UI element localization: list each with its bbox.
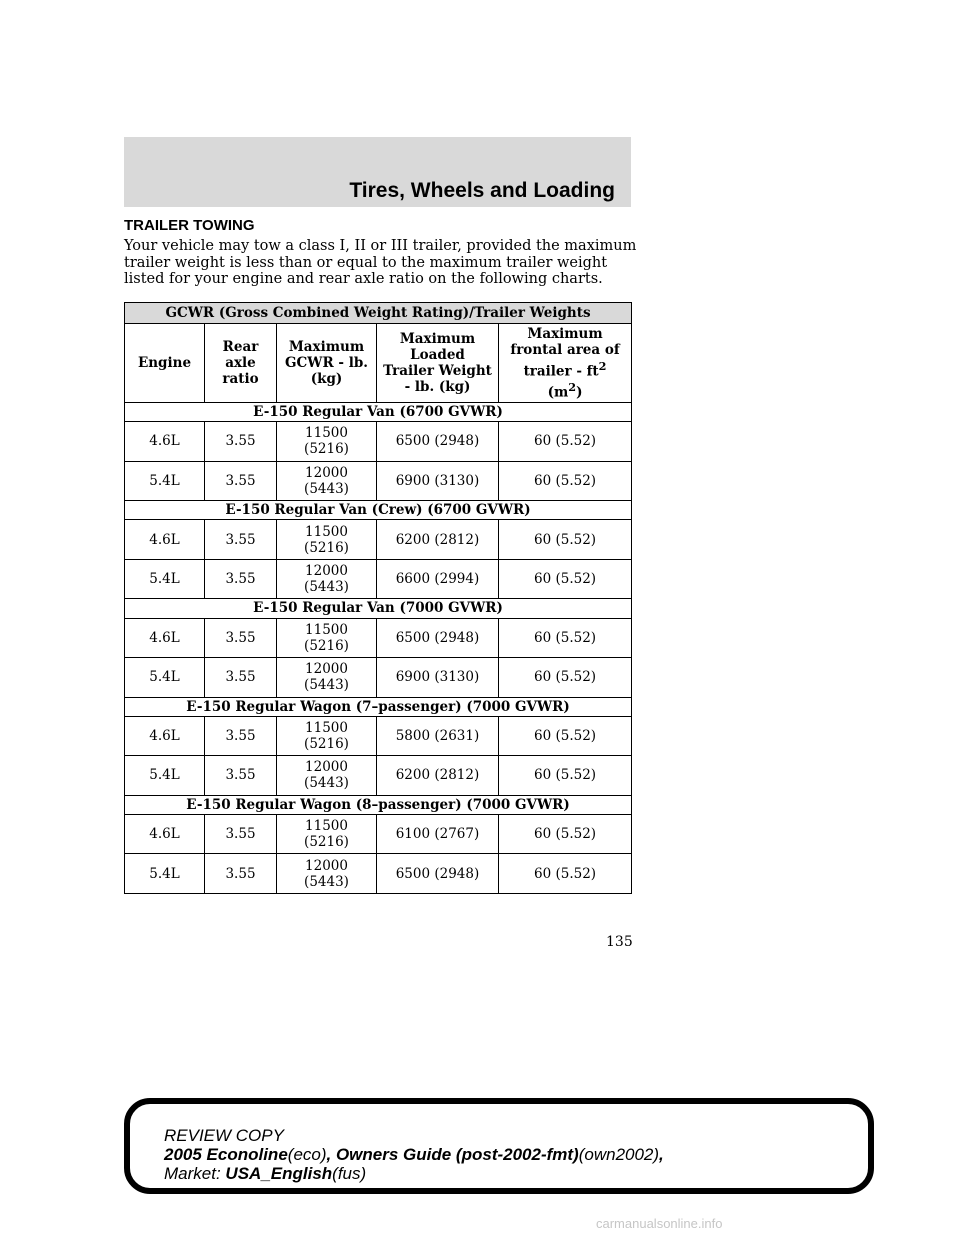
header-band [124, 137, 631, 207]
cell-engine: 4.6L [125, 520, 205, 559]
table-row [125, 756, 632, 795]
chapter-title: Tires, Wheels and Loading [349, 179, 615, 202]
frontal-area-metric-close: ) [576, 384, 583, 401]
cell-axle: 3.55 [205, 618, 277, 657]
superscript: 2 [568, 380, 577, 394]
cell-gcwr: 11500 (5216) [277, 422, 377, 461]
table-title-row [125, 303, 632, 324]
cell-trailer: 6500 (2948) [377, 422, 499, 461]
cell-axle: 3.55 [205, 520, 277, 559]
table-title: GCWR (Gross Combined Weight Rating)/Trailer Weights [125, 303, 632, 324]
cell-gcwr: 12000 (5443) [277, 756, 377, 795]
cell-frontal: 60 (5.52) [499, 618, 632, 657]
cell-frontal: 60 (5.52) [499, 520, 632, 559]
cell-frontal: 60 (5.52) [499, 756, 632, 795]
cell-axle: 3.55 [205, 559, 277, 598]
cell-engine: 5.4L [125, 658, 205, 697]
col-header-trailer-weight: Maximum Loaded Trailer Weight - lb. (kg) [377, 324, 499, 403]
cell-frontal: 60 (5.52) [499, 422, 632, 461]
cell-gcwr: 11500 (5216) [277, 814, 377, 853]
cell-axle: 3.55 [205, 814, 277, 853]
watermark: carmanualsonline.info [596, 1216, 723, 1231]
cell-engine: 5.4L [125, 559, 205, 598]
col-header-engine: Engine [125, 324, 205, 403]
review-model-code: (eco) [287, 1145, 327, 1164]
cell-engine: 4.6L [125, 814, 205, 853]
cell-trailer: 5800 (2631) [377, 716, 499, 755]
table-row [125, 422, 632, 461]
table-group-row [125, 795, 632, 814]
table-row [125, 520, 632, 559]
review-model: 2005 Econoline [164, 1145, 288, 1164]
cell-frontal: 60 (5.52) [499, 461, 632, 500]
col-header-frontal-area [499, 324, 632, 403]
review-guide-code: (own2002) [578, 1145, 660, 1164]
group-title: E-150 Regular Van (6700 GVWR) [125, 403, 632, 422]
page-number: 135 [606, 934, 633, 950]
table-group-row [125, 403, 632, 422]
cell-engine: 5.4L [125, 461, 205, 500]
cell-gcwr: 11500 (5216) [277, 618, 377, 657]
cell-trailer: 6900 (3130) [377, 461, 499, 500]
cell-axle: 3.55 [205, 461, 277, 500]
frontal-area-metric-open: (m [547, 384, 569, 401]
cell-engine: 5.4L [125, 854, 205, 894]
section-heading: TRAILER TOWING [124, 217, 255, 234]
group-title: E-150 Regular Wagon (8–passenger) (7000 GVWR) [125, 795, 632, 814]
review-comma: , [659, 1145, 664, 1164]
review-market: USA_English [225, 1164, 333, 1183]
group-title: E-150 Regular Wagon (7–passenger) (7000 GVWR) [125, 697, 632, 716]
review-line-2 [164, 1145, 664, 1164]
table-row [125, 854, 632, 894]
trailer-weights-table [124, 302, 632, 894]
cell-axle: 3.55 [205, 716, 277, 755]
cell-trailer: 6900 (3130) [377, 658, 499, 697]
table-body [125, 403, 632, 894]
cell-gcwr: 12000 (5443) [277, 559, 377, 598]
cell-trailer: 6200 (2812) [377, 756, 499, 795]
cell-trailer: 6500 (2948) [377, 618, 499, 657]
cell-axle: 3.55 [205, 422, 277, 461]
cell-trailer: 6100 (2767) [377, 814, 499, 853]
table-row [125, 461, 632, 500]
cell-gcwr: 11500 (5216) [277, 520, 377, 559]
table-row [125, 559, 632, 598]
frontal-area-label: Maximum frontal area of trailer - ft [510, 325, 620, 379]
review-guide: , Owners Guide (post-2002-fmt) [326, 1145, 579, 1164]
table-group-row [125, 697, 632, 716]
cell-frontal: 60 (5.52) [499, 854, 632, 894]
cell-engine: 5.4L [125, 756, 205, 795]
cell-trailer: 6200 (2812) [377, 520, 499, 559]
table-row [125, 658, 632, 697]
cell-engine: 4.6L [125, 716, 205, 755]
cell-frontal: 60 (5.52) [499, 559, 632, 598]
review-market-code: (fus) [332, 1164, 367, 1183]
review-market-label: Market: [164, 1164, 221, 1183]
superscript: 2 [598, 358, 607, 373]
cell-engine: 4.6L [125, 422, 205, 461]
table-group-row [125, 501, 632, 520]
table-header-row [125, 324, 632, 403]
table-row [125, 814, 632, 853]
cell-frontal: 60 (5.52) [499, 716, 632, 755]
col-header-gcwr: Maximum GCWR - lb. (kg) [277, 324, 377, 403]
review-copy-text [164, 1126, 664, 1183]
cell-axle: 3.55 [205, 756, 277, 795]
review-line-3 [164, 1164, 664, 1183]
cell-gcwr: 12000 (5443) [277, 658, 377, 697]
cell-axle: 3.55 [205, 854, 277, 894]
intro-paragraph: Your vehicle may tow a class I, II or III trailer, provided the maximum trailer weight is less than or equal to the maximum trailer weight listed for your engine and rear axle ratio on the following charts. [124, 238, 637, 287]
cell-axle: 3.55 [205, 658, 277, 697]
table-row [125, 716, 632, 755]
cell-trailer: 6500 (2948) [377, 854, 499, 894]
cell-trailer: 6600 (2994) [377, 559, 499, 598]
cell-gcwr: 12000 (5443) [277, 461, 377, 500]
col-header-axle-ratio: Rear axle ratio [205, 324, 277, 403]
cell-gcwr: 11500 (5216) [277, 716, 377, 755]
cell-engine: 4.6L [125, 618, 205, 657]
group-title: E-150 Regular Van (7000 GVWR) [125, 599, 632, 618]
group-title: E-150 Regular Van (Crew) (6700 GVWR) [125, 501, 632, 520]
table-row [125, 618, 632, 657]
table-group-row [125, 599, 632, 618]
cell-frontal: 60 (5.52) [499, 814, 632, 853]
cell-gcwr: 12000 (5443) [277, 854, 377, 894]
review-line-1: REVIEW COPY [164, 1126, 284, 1145]
cell-frontal: 60 (5.52) [499, 658, 632, 697]
